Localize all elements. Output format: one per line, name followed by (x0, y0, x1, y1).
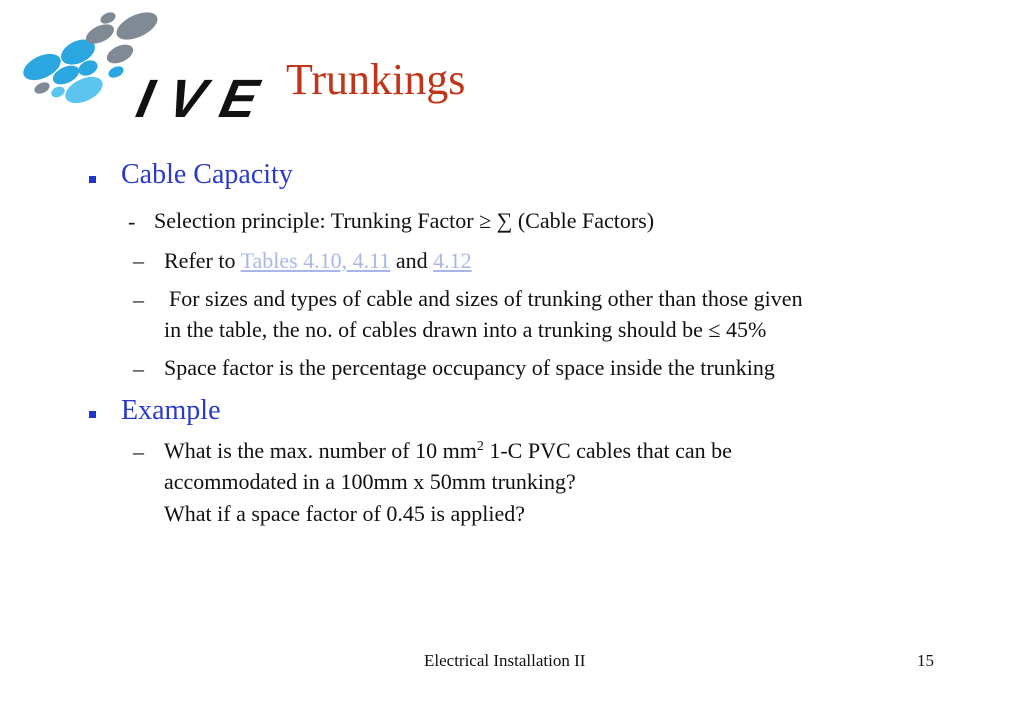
refer-prefix: Refer to (164, 248, 236, 273)
bullet-square-icon (89, 411, 96, 418)
refer-line (164, 245, 472, 276)
dash-icon: – (133, 356, 144, 381)
dash-icon: – (133, 248, 144, 273)
sizes-line-2: in the table, the no. of cables drawn into a trunking should be ≤ 45% (164, 317, 767, 342)
dash-icon: – (133, 439, 144, 464)
heading-cable-capacity: Cable Capacity (121, 159, 293, 190)
question-line-3: What if a space factor of 0.45 is applied? (164, 501, 526, 526)
superscript: 2 (476, 439, 484, 454)
bullet-square-icon (89, 176, 96, 183)
logo-wordmark: IVE (131, 69, 280, 129)
dash-icon: – (133, 287, 144, 312)
footer-course: Electrical Installation II (424, 651, 586, 670)
space-factor-line: Space factor is the percentage occupancy of space inside the trunking (164, 355, 775, 380)
selection-principle: Selection principle: Trunking Factor ≥ ∑ (Cable Factors) (154, 208, 655, 233)
heading-example: Example (121, 395, 221, 426)
ive-logo (22, 12, 280, 129)
sizes-line-1: For sizes and types of cable and sizes of trunking other than those given (169, 286, 803, 311)
question-line-2: accommodated in a 100mm x 50mm trunking? (164, 469, 576, 494)
tables-link[interactable]: Tables 4.10, 4.11 (240, 248, 391, 273)
question-line-1a: What is the max. number of 10 mm (164, 438, 477, 463)
slide-title: Trunkings (286, 55, 466, 104)
question-line-1b: 1-C PVC cables that can be (483, 438, 732, 463)
table-4-12-link[interactable]: 4.12 (433, 248, 472, 273)
refer-and: and (395, 248, 428, 273)
question-line-1 (164, 435, 732, 466)
principle-dash: - (128, 209, 136, 234)
page-number: 15 (917, 651, 934, 670)
